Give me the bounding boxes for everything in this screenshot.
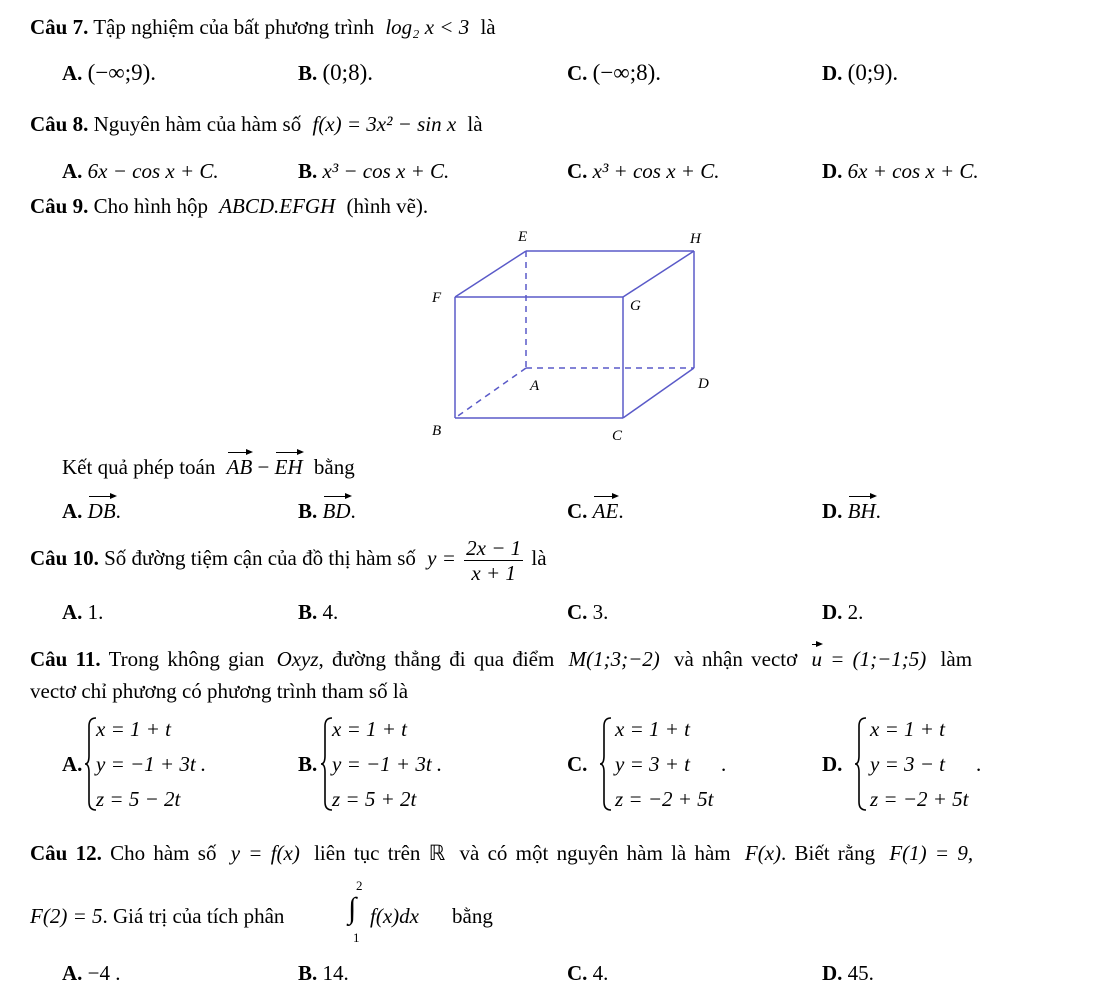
option-letter: A. [62, 499, 83, 523]
q9-end: (hình vẽ). [346, 194, 429, 218]
system-row-y: y = 3 + t . [615, 752, 727, 776]
q11-text3: và nhận vectơ [673, 647, 798, 671]
system-row-y: y = −1 + 3t . [332, 752, 443, 776]
option-letter: C. [567, 961, 588, 985]
q11-option-d[interactable] [822, 716, 1022, 812]
option-end: . [618, 499, 624, 523]
q10-fraction [464, 536, 523, 585]
integrand: f(x)dx [370, 904, 419, 928]
option-end: . [115, 499, 121, 523]
system-row-y: y = 3 − t . [870, 752, 982, 776]
q12-stem-line2 [30, 903, 284, 929]
option-letter: A. [62, 600, 83, 624]
q9-result-text: Kết quả phép toán [62, 455, 216, 479]
option-value: 6x + cos x + C. [847, 159, 979, 183]
vertex-label-c: C [612, 428, 623, 444]
option-value: x³ − cos x + C. [322, 159, 450, 183]
system-row-z: z = −2 + 5t [870, 787, 969, 811]
q12-label: Câu 12. [30, 841, 102, 865]
q9-option-d[interactable] [822, 494, 881, 524]
q7-option-a[interactable] [62, 60, 156, 86]
option-vector: BD [323, 494, 351, 524]
q7-stem [30, 14, 496, 40]
q8-option-a[interactable] [62, 158, 219, 184]
q7-option-b[interactable] [298, 60, 373, 86]
q7-option-d[interactable] [822, 60, 898, 86]
q10-y: y = [427, 546, 456, 570]
option-letter: B. [298, 961, 318, 985]
q11-text4: làm [940, 647, 973, 671]
integral-sign: ∫ [348, 892, 357, 925]
option-letter: B. [298, 752, 318, 776]
q7-end: là [480, 15, 496, 39]
q9-label: Câu 9. [30, 194, 89, 218]
integral-lower-limit: 1 [353, 930, 360, 945]
option-value: 4. [592, 961, 609, 985]
option-letter: C. [567, 61, 588, 85]
q8-end: là [467, 112, 483, 136]
option-letter: D. [822, 961, 843, 985]
vector-eh: EH [275, 450, 303, 480]
q11-text1: Trong không gian [108, 647, 265, 671]
edge-ab-hidden [455, 368, 526, 418]
q11-space: Oxyz [276, 647, 319, 671]
option-letter: D. [822, 159, 843, 183]
option-letter: C. [567, 752, 588, 776]
option-letter: A. [62, 752, 83, 776]
option-end: . [350, 499, 356, 523]
q8-expr: f(x) = 3x² − sin x [312, 112, 457, 136]
q9-stem [30, 193, 428, 219]
q9-result-line [62, 450, 355, 480]
q11-stem-line1 [30, 642, 972, 672]
q8-option-d[interactable] [822, 158, 979, 184]
left-brace [854, 716, 868, 812]
fraction-numerator: 2x − 1 [466, 535, 522, 560]
option-value: 4. [322, 600, 339, 624]
q12-option-b[interactable] [298, 960, 349, 986]
system-row-y: y = −1 + 3t . [96, 752, 207, 776]
q10-text: Số đường tiệm cận của đồ thị hàm số [104, 546, 416, 570]
q12-option-d[interactable] [822, 960, 874, 986]
vector-u: u [811, 642, 822, 672]
q7-text: Tập nghiệm của bất phương trình [93, 15, 375, 39]
option-value: 14. [322, 961, 349, 985]
vertex-label-f: F [432, 290, 442, 306]
option-letter: A. [62, 961, 83, 985]
q9-expr: ABCD.EFGH [219, 194, 336, 218]
cuboid-figure [420, 222, 740, 452]
q10-stem [30, 530, 547, 586]
option-letter: A. [62, 159, 83, 183]
option-value: 45. [847, 961, 874, 985]
option-vector: DB [88, 494, 116, 524]
q11-vector-value: = (1;−1;5) [830, 647, 927, 671]
edge-fe [455, 251, 526, 297]
option-letter: C. [567, 600, 588, 624]
left-brace [599, 716, 613, 812]
q11-stem-line2: vectơ chỉ phương có phương trình tham số là [30, 679, 409, 703]
option-value: (−∞;9). [87, 60, 156, 85]
reals-symbol: ℝ [428, 841, 446, 865]
option-value: (0;8). [322, 60, 373, 85]
system-row-z: z = 5 + 2t [332, 787, 417, 811]
q7-label: Câu 7. [30, 15, 89, 39]
vertex-label-b: B [432, 423, 442, 439]
system-row-x: x = 1 + t [332, 717, 407, 741]
q12-text5: . Giá trị của tích phân [102, 904, 285, 928]
option-value: (−∞;8). [592, 60, 661, 85]
q11-text2: , đường thẳng đi qua điểm [318, 647, 555, 671]
q11-label: Câu 11. [30, 647, 101, 671]
q8-label: Câu 8. [30, 112, 89, 136]
q8-stem [30, 111, 483, 137]
q7-option-c[interactable] [567, 60, 661, 86]
q10-end: là [531, 546, 547, 570]
option-value: 6x − cos x + C. [87, 159, 219, 183]
option-value: 3. [592, 600, 609, 624]
option-letter: A. [62, 61, 83, 85]
option-letter: B. [298, 159, 318, 183]
q10-option-a[interactable] [62, 599, 103, 625]
system-row-x: x = 1 + t [96, 717, 171, 741]
vertex-label-d: D [698, 376, 709, 392]
q11-option-a[interactable] [62, 716, 262, 812]
q9-option-c[interactable] [567, 494, 624, 524]
q12-f1: F(1) = 9, [889, 841, 974, 865]
q12-func: y = f(x) [230, 841, 300, 865]
system-row-z: z = −2 + 5t [615, 787, 714, 811]
vertex-label-a: A [530, 378, 540, 394]
q11-option-b[interactable] [298, 716, 498, 812]
q12-end: bằng [452, 904, 493, 928]
q12-text4: . Biết rằng [781, 841, 876, 865]
system-row-x: x = 1 + t [870, 717, 945, 741]
q10-label: Câu 10. [30, 546, 99, 570]
q12-f2: F(2) = 5 [30, 904, 103, 928]
option-vector: BH [848, 494, 876, 524]
q12-antiderivative: F(x) [744, 841, 782, 865]
q11-point: M(1;3;−2) [568, 647, 660, 671]
option-letter: B. [298, 600, 318, 624]
q12-option-a[interactable] [62, 960, 121, 986]
option-letter: D. [822, 61, 843, 85]
q12-text2: liên tục trên [314, 841, 421, 865]
option-value: 1. [87, 600, 104, 624]
option-letter: D. [822, 600, 843, 624]
q12-stem-line1 [30, 840, 973, 866]
option-vector: AE [593, 494, 619, 524]
q10-option-b[interactable] [298, 599, 338, 625]
option-value: x³ + cos x + C. [592, 159, 720, 183]
q10-option-d[interactable] [822, 599, 863, 625]
edge-dc [623, 368, 694, 418]
q12-text1: Cho hàm số [110, 841, 217, 865]
q8-text: Nguyên hàm của hàm số [93, 112, 302, 136]
q9-text: Cho hình hộp [93, 194, 208, 218]
integral-expression [344, 878, 544, 948]
q12-text3: và có một nguyên hàm là hàm [459, 841, 731, 865]
q8-option-c[interactable] [567, 158, 719, 184]
option-value: (0;9). [847, 60, 899, 85]
integral-upper-limit: 2 [356, 878, 363, 893]
system-row-x: x = 1 + t [615, 717, 690, 741]
edge-hg [623, 251, 694, 297]
option-letter: C. [567, 499, 588, 523]
vertex-label-g: G [630, 298, 641, 314]
option-letter: D. [822, 752, 843, 776]
vertex-label-e: E [518, 229, 528, 245]
option-letter: B. [298, 499, 318, 523]
option-letter: C. [567, 159, 588, 183]
q7-expr: log₂ x < 3 [385, 15, 470, 39]
vertex-label-h: H [690, 231, 701, 247]
option-end: . [875, 499, 881, 523]
q9-option-b[interactable] [298, 494, 356, 524]
option-value: −4 . [87, 961, 121, 985]
q9-option-a[interactable] [62, 494, 121, 524]
q8-option-b[interactable] [298, 158, 449, 184]
option-value: 2. [847, 600, 864, 624]
vector-ab: AB [227, 450, 253, 480]
q9-result-end: bằng [313, 455, 355, 479]
system-row-z: z = 5 − 2t [96, 787, 181, 811]
q12-option-c[interactable] [567, 960, 608, 986]
option-letter: B. [298, 61, 318, 85]
minus-sign: − [257, 455, 270, 479]
q11-option-c[interactable] [567, 716, 767, 812]
fraction-denominator: x + 1 [471, 560, 516, 585]
q10-option-c[interactable] [567, 599, 608, 625]
option-letter: D. [822, 499, 843, 523]
